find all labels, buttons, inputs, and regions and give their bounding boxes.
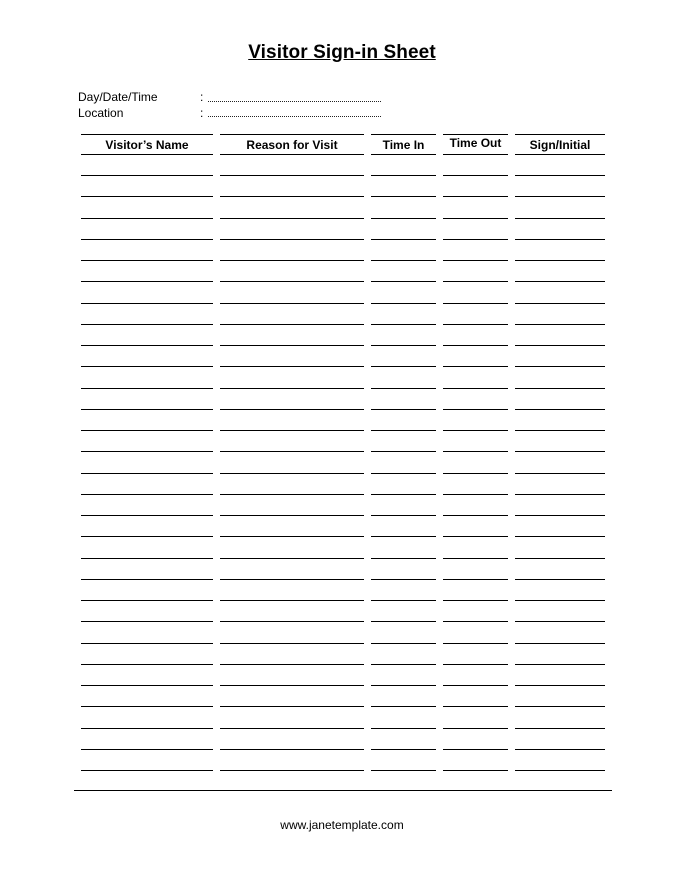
time-in-entry-line[interactable] [371,515,436,516]
time-in-entry-line[interactable] [371,324,436,325]
reason-for-visit-entry-line[interactable] [220,303,364,304]
time-out-entry-line[interactable] [443,239,508,240]
time-in-entry-line[interactable] [371,536,436,537]
time-out-entry-line[interactable] [443,345,508,346]
reason-for-visit-entry-line[interactable] [220,494,364,495]
column-header-sign-initial: Sign/Initial [529,138,591,152]
sign-initial-entry-line[interactable] [515,494,605,495]
time-in-entry-line[interactable] [371,579,436,580]
reason-for-visit-entry-line[interactable] [220,366,364,367]
visitor-name-entry-line[interactable] [81,154,213,155]
reason-for-visit-entry-line[interactable] [220,388,364,389]
time-out-entry-line[interactable] [443,515,508,516]
reason-for-visit-entry-line[interactable] [220,239,364,240]
time-in-entry-line[interactable] [371,706,436,707]
time-out-entry-line[interactable] [443,749,508,750]
time-out-entry-line[interactable] [443,430,508,431]
sign-initial-entry-line[interactable] [515,366,605,367]
time-in-entry-line[interactable] [371,600,436,601]
sign-initial-entry-line[interactable] [515,643,605,644]
sign-initial-entry-line[interactable] [515,239,605,240]
bottom-divider [74,790,612,791]
visitor-name-entry-line[interactable] [81,728,213,729]
visitor-name-entry-line[interactable] [81,345,213,346]
column-header-time-out: Time Out [449,136,502,150]
time-out-entry-line[interactable] [443,260,508,261]
time-in-entry-line[interactable] [371,621,436,622]
sign-initial-entry-line[interactable] [515,664,605,665]
reason-for-visit-entry-line[interactable] [220,579,364,580]
sign-initial-entry-line[interactable] [515,324,605,325]
sign-initial-entry-line[interactable] [515,409,605,410]
visitor-name-entry-line[interactable] [81,366,213,367]
time-out-entry-line[interactable] [443,196,508,197]
time-in-entry-line[interactable] [371,345,436,346]
visitor-name-entry-line[interactable] [81,196,213,197]
sign-initial-entry-line[interactable] [515,260,605,261]
sign-initial-entry-line[interactable] [515,579,605,580]
visitor-name-entry-line[interactable] [81,494,213,495]
sign-initial-entry-line[interactable] [515,770,605,771]
visitor-name-entry-line[interactable] [81,536,213,537]
reason-for-visit-entry-line[interactable] [220,664,364,665]
sign-initial-entry-line[interactable] [515,154,605,155]
reason-for-visit-entry-line[interactable] [220,643,364,644]
time-in-entry-line[interactable] [371,409,436,410]
time-out-entry-line[interactable] [443,175,508,176]
reason-for-visit-entry-line[interactable] [220,430,364,431]
time-in-entry-line[interactable] [371,451,436,452]
time-in-entry-line[interactable] [371,664,436,665]
visitor-name-entry-line[interactable] [81,473,213,474]
time-in-entry-line[interactable] [371,154,436,155]
visitor-name-entry-line[interactable] [81,515,213,516]
time-out-entry-line[interactable] [443,536,508,537]
time-out-entry-line[interactable] [443,579,508,580]
time-out-entry-line[interactable] [443,494,508,495]
visitor-name-entry-line[interactable] [81,260,213,261]
visitor-name-entry-line[interactable] [81,685,213,686]
time-in-entry-line[interactable] [371,196,436,197]
time-out-entry-line[interactable] [443,451,508,452]
visitor-name-entry-line[interactable] [81,451,213,452]
reason-for-visit-entry-line[interactable] [220,409,364,410]
location-separator: : [200,106,204,120]
time-in-entry-line[interactable] [371,558,436,559]
time-in-entry-line[interactable] [371,388,436,389]
time-out-entry-line[interactable] [443,770,508,771]
reason-for-visit-entry-line[interactable] [220,728,364,729]
reason-for-visit-entry-line[interactable] [220,154,364,155]
time-out-entry-line[interactable] [443,664,508,665]
reason-for-visit-entry-line[interactable] [220,685,364,686]
time-in-entry-line[interactable] [371,770,436,771]
time-out-entry-line[interactable] [443,388,508,389]
time-out-entry-line[interactable] [443,303,508,304]
visitor-name-entry-line[interactable] [81,281,213,282]
visitor-name-entry-line[interactable] [81,770,213,771]
time-out-entry-line[interactable] [443,409,508,410]
reason-for-visit-entry-line[interactable] [220,558,364,559]
day-date-time-field[interactable] [208,100,381,102]
time-in-entry-line[interactable] [371,473,436,474]
sign-initial-entry-line[interactable] [515,473,605,474]
visitor-name-entry-line[interactable] [81,664,213,665]
reason-for-visit-entry-line[interactable] [220,281,364,282]
sign-initial-entry-line[interactable] [515,558,605,559]
time-in-entry-line[interactable] [371,281,436,282]
reason-for-visit-entry-line[interactable] [220,621,364,622]
visitor-name-entry-line[interactable] [81,600,213,601]
column-top-rule [371,134,436,135]
column-header-reason-for-visit: Reason for Visit [246,138,338,152]
column-top-rule [515,134,605,135]
footer-website: www.janetemplate.com [280,818,404,832]
reason-for-visit-entry-line[interactable] [220,515,364,516]
visitor-name-entry-line[interactable] [81,706,213,707]
location-field[interactable] [208,115,381,117]
page-title: Visitor Sign-in Sheet [248,42,436,63]
visitor-name-entry-line[interactable] [81,558,213,559]
time-out-entry-line[interactable] [443,728,508,729]
time-in-entry-line[interactable] [371,494,436,495]
sign-initial-entry-line[interactable] [515,430,605,431]
visitor-name-entry-line[interactable] [81,324,213,325]
time-out-entry-line[interactable] [443,600,508,601]
time-out-entry-line[interactable] [443,154,508,155]
visitor-name-entry-line[interactable] [81,218,213,219]
time-in-entry-line[interactable] [371,239,436,240]
time-out-entry-line[interactable] [443,558,508,559]
time-out-entry-line[interactable] [443,473,508,474]
sign-initial-entry-line[interactable] [515,621,605,622]
sign-initial-entry-line[interactable] [515,728,605,729]
day-date-time-label: Day/Date/Time [78,90,158,104]
time-in-entry-line[interactable] [371,728,436,729]
visitor-name-entry-line[interactable] [81,239,213,240]
visitor-name-entry-line[interactable] [81,409,213,410]
column-top-rule [81,134,213,135]
sign-initial-entry-line[interactable] [515,706,605,707]
time-out-entry-line[interactable] [443,218,508,219]
visitor-name-entry-line[interactable] [81,579,213,580]
day-date-time-separator: : [200,90,204,104]
reason-for-visit-entry-line[interactable] [220,196,364,197]
reason-for-visit-entry-line[interactable] [220,770,364,771]
sign-initial-entry-line[interactable] [515,515,605,516]
reason-for-visit-entry-line[interactable] [220,473,364,474]
time-in-entry-line[interactable] [371,218,436,219]
sign-initial-entry-line[interactable] [515,345,605,346]
column-top-rule [443,134,508,135]
visitor-name-entry-line[interactable] [81,621,213,622]
reason-for-visit-entry-line[interactable] [220,600,364,601]
reason-for-visit-entry-line[interactable] [220,324,364,325]
sign-initial-entry-line[interactable] [515,749,605,750]
reason-for-visit-entry-line[interactable] [220,345,364,346]
time-in-entry-line[interactable] [371,175,436,176]
sign-initial-entry-line[interactable] [515,536,605,537]
visitor-name-entry-line[interactable] [81,430,213,431]
column-header-visitor-name: Visitor’s Name [105,138,189,152]
sign-initial-entry-line[interactable] [515,303,605,304]
sign-initial-entry-line[interactable] [515,388,605,389]
visitor-name-entry-line[interactable] [81,175,213,176]
time-in-entry-line[interactable] [371,749,436,750]
reason-for-visit-entry-line[interactable] [220,260,364,261]
time-out-entry-line[interactable] [443,706,508,707]
time-in-entry-line[interactable] [371,303,436,304]
time-in-entry-line[interactable] [371,260,436,261]
sign-initial-entry-line[interactable] [515,600,605,601]
reason-for-visit-entry-line[interactable] [220,451,364,452]
time-out-entry-line[interactable] [443,685,508,686]
visitor-name-entry-line[interactable] [81,749,213,750]
sign-initial-entry-line[interactable] [515,451,605,452]
visitor-name-entry-line[interactable] [81,388,213,389]
reason-for-visit-entry-line[interactable] [220,218,364,219]
sign-initial-entry-line[interactable] [515,175,605,176]
time-in-entry-line[interactable] [371,430,436,431]
visitor-name-entry-line[interactable] [81,643,213,644]
time-out-entry-line[interactable] [443,366,508,367]
time-in-entry-line[interactable] [371,643,436,644]
time-in-entry-line[interactable] [371,685,436,686]
column-header-time-in: Time In [382,138,425,152]
sign-initial-entry-line[interactable] [515,281,605,282]
reason-for-visit-entry-line[interactable] [220,749,364,750]
column-top-rule [220,134,364,135]
reason-for-visit-entry-line[interactable] [220,706,364,707]
location-label: Location [78,106,124,120]
time-out-entry-line[interactable] [443,621,508,622]
time-in-entry-line[interactable] [371,366,436,367]
sign-initial-entry-line[interactable] [515,685,605,686]
sign-initial-entry-line[interactable] [515,218,605,219]
reason-for-visit-entry-line[interactable] [220,175,364,176]
reason-for-visit-entry-line[interactable] [220,536,364,537]
visitor-name-entry-line[interactable] [81,303,213,304]
time-out-entry-line[interactable] [443,281,508,282]
time-out-entry-line[interactable] [443,643,508,644]
sign-initial-entry-line[interactable] [515,196,605,197]
time-out-entry-line[interactable] [443,324,508,325]
